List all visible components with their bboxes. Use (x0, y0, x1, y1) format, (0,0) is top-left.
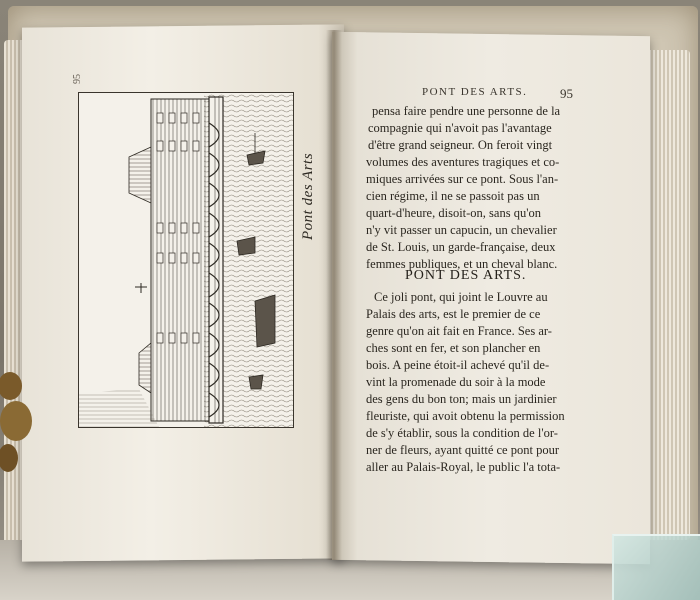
text-line: vint la promenade du soir à la mode (366, 375, 546, 389)
text-line: de s'y établir, sous la condition de l'or- (366, 426, 558, 440)
engraving-plate (78, 92, 294, 428)
glass-object (612, 534, 700, 600)
brass-clasp (0, 366, 40, 476)
text-line: cien régime, il ne se passoit pas un (366, 189, 540, 203)
text-line: volumes des aventures tragiques et co- (366, 155, 560, 169)
text-line: ches sont en fer, et son plancher en (366, 341, 541, 355)
text-line: aller au Palais-Royal, le public l'a tota- (366, 460, 561, 474)
text-line: Ce joli pont, qui joint le Louvre au (374, 290, 548, 304)
text-line: genre qu'on ait fait en France. Ses ar- (366, 324, 552, 338)
text-line: d'être grand seigneur. On feroit vingt (368, 138, 553, 152)
plate-number: 95 (72, 74, 83, 84)
text-line: ner de fleurs, ayant quitté ce pont pour (366, 443, 559, 457)
text-line: de St. Louis, un garde-française, deux (366, 240, 556, 254)
text-line: femmes publiques, et un cheval blanc. (366, 257, 558, 271)
text-line: fleuriste, qui avoit obtenu la permission (366, 409, 565, 423)
section-heading: PONT DES ARTS. (405, 268, 527, 283)
bridge-engraving (79, 93, 293, 427)
text-line: quart-d'heure, disoit-on, sans qu'on (366, 206, 541, 220)
text-line: Palais des arts, est le premier de ce (366, 307, 541, 321)
text-line: n'y vit passer un capucin, un chevalier (366, 223, 557, 237)
running-head: PONT DES ARTS. (422, 86, 528, 98)
page-number: 95 (560, 86, 573, 101)
page-edges-right (645, 50, 690, 540)
text-line: pensa faire pendre une personne de la (372, 104, 561, 118)
book-gutter (326, 30, 342, 560)
text-line: des gens du bon ton; mais un jardinier (366, 392, 557, 406)
text-line: miques arrivées sur ce pont. Sous l'an- (366, 172, 559, 186)
text-line: bois. A peine étoit-il achevé qu'il de- (366, 358, 550, 372)
plate-caption: Pont des Arts (300, 152, 316, 240)
text-line: compagnie qui n'avoit pas l'avantage (368, 121, 552, 135)
